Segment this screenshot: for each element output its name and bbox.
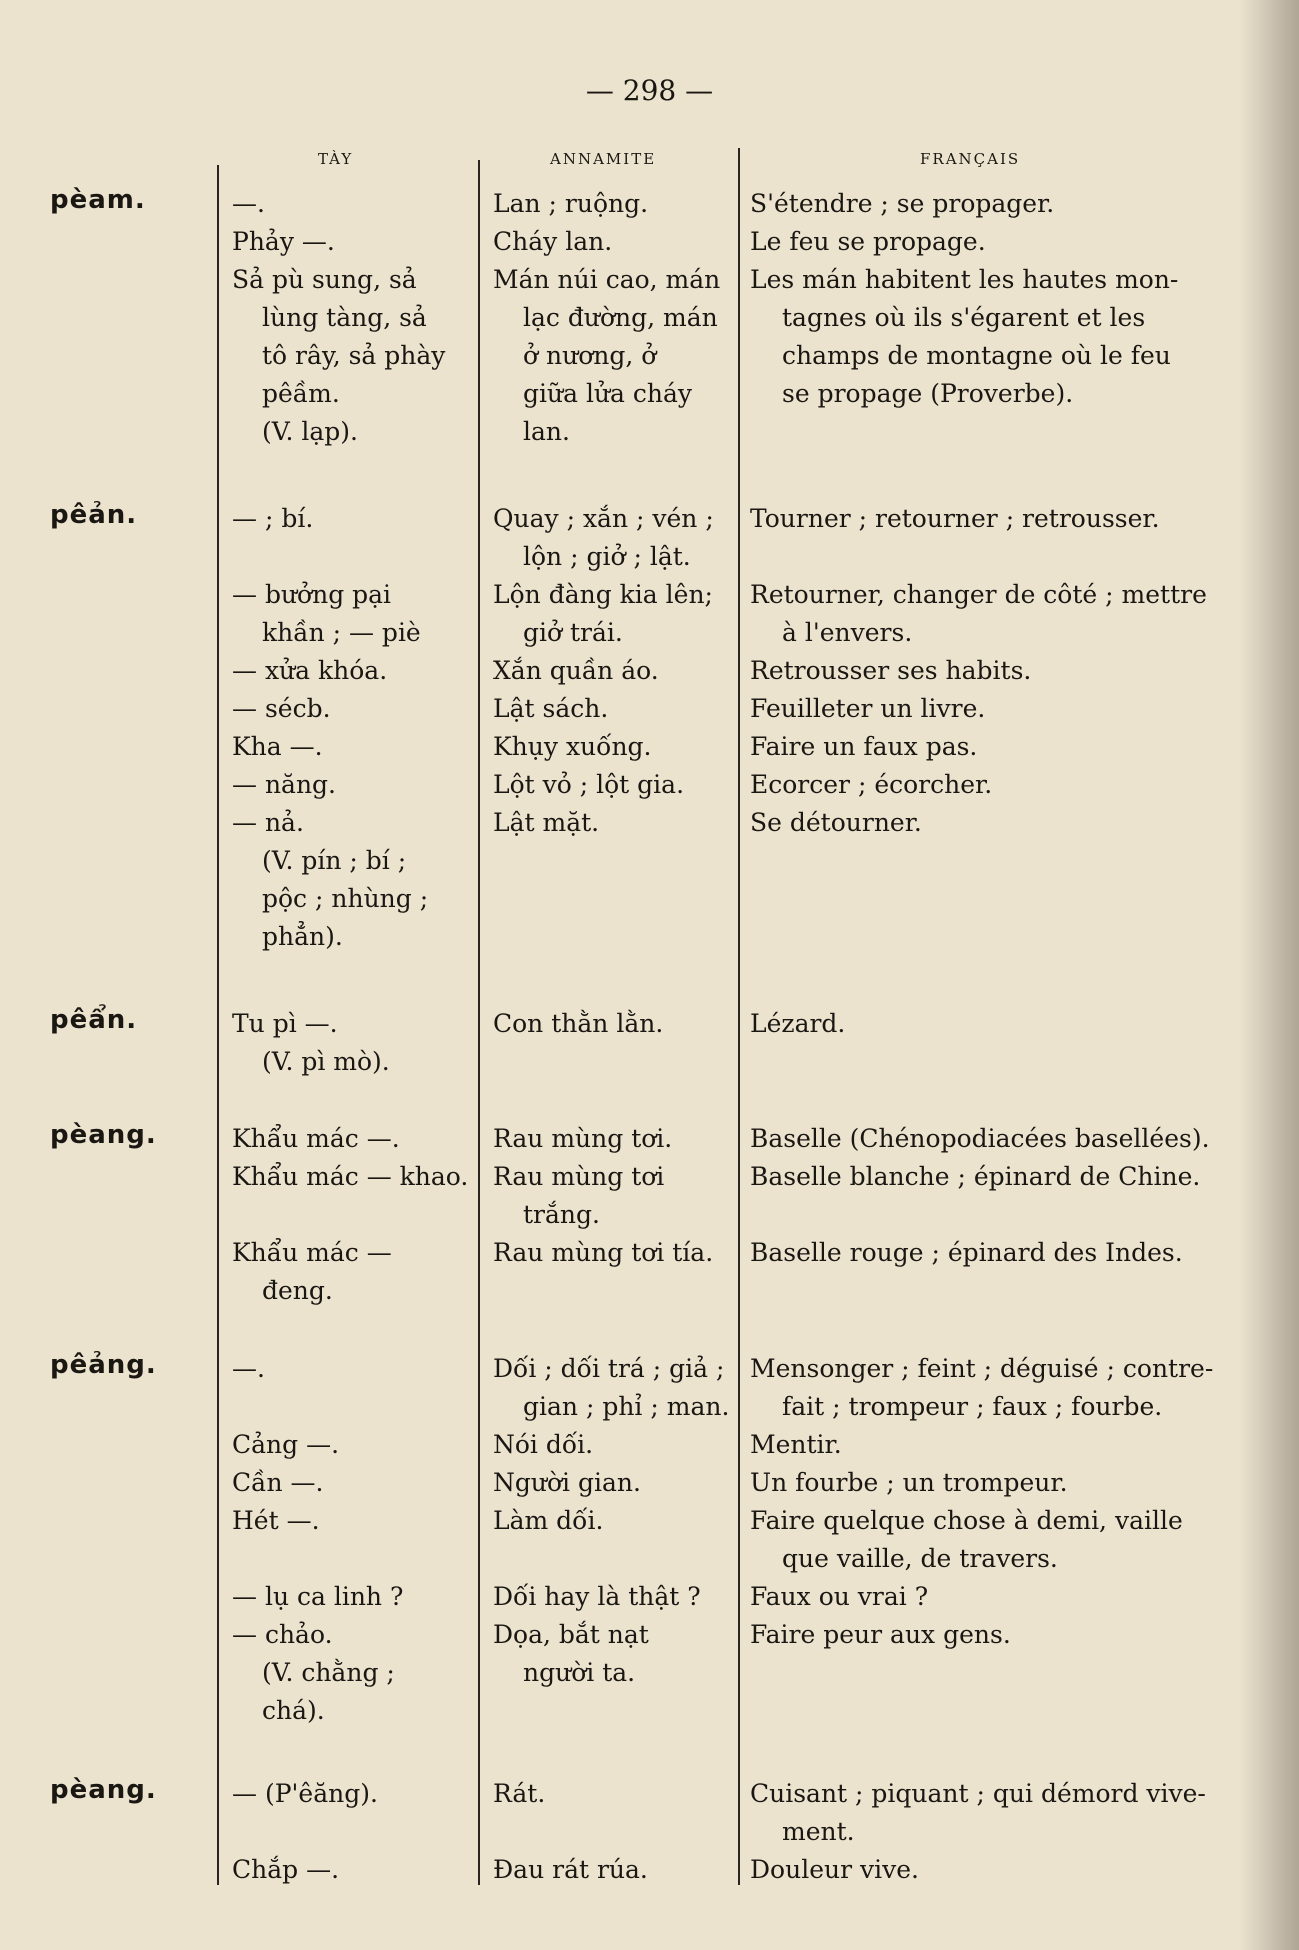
headword: pèang. <box>50 1120 157 1150</box>
column-header-francais: FRANÇAIS <box>920 150 1021 168</box>
column-divider-1 <box>217 165 219 1885</box>
annamite-line: người ta. <box>523 1658 636 1687</box>
annamite-line: Khụy xuống. <box>493 732 652 761</box>
francais-column <box>750 500 1240 842</box>
annamite-line: Lan ; ruộng. <box>493 189 649 218</box>
francais-line: Baselle rouge ; épinard des Indes. <box>750 1238 1183 1267</box>
francais-line: Retrousser ses habits. <box>750 656 1032 685</box>
annamite-column <box>493 1120 738 1272</box>
francais-column <box>750 1350 1240 1654</box>
tay-line: — sécb. <box>232 694 331 723</box>
annamite-line: Nói dối. <box>493 1430 594 1459</box>
francais-line: Tourner ; retourner ; retrousser. <box>750 504 1160 533</box>
column-divider-3 <box>738 148 740 1885</box>
tay-column <box>232 500 482 956</box>
tay-line: (V. pín ; bí ; <box>262 846 407 875</box>
tay-line <box>232 1196 482 1234</box>
tay-line: Khẩu mác —. <box>232 1124 400 1153</box>
annamite-line: lạc đường, mán <box>523 303 718 332</box>
annamite-line: Lật sách. <box>493 694 609 723</box>
tay-line: — bưởng pại <box>232 580 392 609</box>
annamite-line: Dọa, bắt nạt <box>493 1620 649 1649</box>
francais-line: se propage (Proverbe). <box>782 379 1074 408</box>
tay-column <box>232 1005 482 1081</box>
tay-line: (V. lạp). <box>262 417 358 446</box>
headword: pêản. <box>50 500 138 530</box>
francais-line: Mentir. <box>750 1430 842 1459</box>
francais-line: Les mán habitent les hautes mon- <box>750 265 1179 294</box>
francais-line: Feuilleter un livre. <box>750 694 986 723</box>
francais-line: Mensonger ; feint ; déguisé ; contre- <box>750 1354 1214 1383</box>
tay-column <box>232 1120 482 1310</box>
francais-line: Retourner, changer de côté ; mettre <box>750 580 1207 609</box>
tay-line: pêầm. <box>262 379 340 408</box>
annamite-line: Rau mùng tơi <box>493 1162 665 1191</box>
annamite-column <box>493 185 738 451</box>
annamite-line: giở trái. <box>523 618 623 647</box>
tay-line: — xửa khóa. <box>232 656 388 685</box>
francais-line: Douleur vive. <box>750 1855 919 1884</box>
tay-line <box>232 1540 482 1578</box>
tay-line: (V. chằng ; <box>262 1658 395 1687</box>
tay-line: Khẩu mác — <box>232 1238 392 1267</box>
annamite-line <box>493 1813 738 1851</box>
annamite-line: Đau rát rúa. <box>493 1855 648 1884</box>
francais-line: Le feu se propage. <box>750 227 986 256</box>
column-header-annamite: ANNAMITE <box>550 150 657 168</box>
tay-line: Tu pì —. <box>232 1009 338 1038</box>
annamite-line: Rát. <box>493 1779 546 1808</box>
francais-line: fait ; trompeur ; faux ; fourbe. <box>782 1392 1163 1421</box>
tay-line: — năng. <box>232 770 337 799</box>
tay-line: chá). <box>262 1696 325 1725</box>
tay-line: Sả pù sung, sả <box>232 265 417 294</box>
francais-line: Faire peur aux gens. <box>750 1620 1011 1649</box>
annamite-line: Quay ; xắn ; vén ; <box>493 504 714 533</box>
francais-column <box>750 1005 1240 1043</box>
francais-line: Baselle (Chénopodiacées basellées). <box>750 1124 1210 1153</box>
annamite-line: Mán núi cao, mán <box>493 265 721 294</box>
francais-line: Se détourner. <box>750 808 922 837</box>
tay-column <box>232 1350 482 1730</box>
francais-line <box>750 1196 1240 1234</box>
francais-line: champs de montagne où le feu <box>782 341 1171 370</box>
annamite-line: trắng. <box>523 1200 600 1229</box>
tay-line: — chảo. <box>232 1620 333 1649</box>
francais-column <box>750 1775 1240 1889</box>
headword: pêẩn. <box>50 1005 138 1035</box>
annamite-line: lộn ; giở ; lật. <box>523 542 691 571</box>
francais-line: ment. <box>782 1817 855 1846</box>
tay-line: đeng. <box>262 1276 333 1305</box>
headword: pêảng. <box>50 1350 157 1380</box>
tay-line: — lụ ca linh ? <box>232 1582 404 1611</box>
tay-line: —. <box>232 1354 265 1383</box>
tay-line: pộc ; nhùng ; <box>262 884 429 913</box>
francais-line: Un fourbe ; un trompeur. <box>750 1468 1068 1497</box>
annamite-line: Lộn đàng kia lên; <box>493 580 713 609</box>
francais-line: S'étendre ; se propager. <box>750 189 1055 218</box>
annamite-column <box>493 1005 738 1043</box>
francais-line: que vaille, de travers. <box>782 1544 1058 1573</box>
tay-line: phẳn). <box>262 922 343 951</box>
annamite-column <box>493 500 738 842</box>
francais-column <box>750 1120 1240 1272</box>
annamite-line: Làm dối. <box>493 1506 604 1535</box>
francais-line: Faux ou vrai ? <box>750 1582 929 1611</box>
francais-line: Ecorcer ; écorcher. <box>750 770 993 799</box>
annamite-line <box>493 1540 738 1578</box>
tay-line: Cảng —. <box>232 1430 340 1459</box>
annamite-line: Lật mặt. <box>493 808 600 837</box>
francais-line: Cuisant ; piquant ; qui démord vive- <box>750 1779 1206 1808</box>
annamite-line: Dối ; dối trá ; giả ; <box>493 1354 725 1383</box>
annamite-line: Cháy lan. <box>493 227 613 256</box>
tay-line <box>232 1388 482 1426</box>
page-edge-shadow <box>1239 0 1299 1950</box>
annamite-column <box>493 1350 738 1692</box>
annamite-line: giữa lửa cháy <box>523 379 693 408</box>
column-header-tay: TÀY <box>318 150 354 168</box>
tay-column <box>232 1775 482 1889</box>
annamite-line: Rau mùng tơi tía. <box>493 1238 714 1267</box>
francais-line: tagnes où ils s'égarent et les <box>782 303 1146 332</box>
annamite-line: gian ; phỉ ; man. <box>523 1392 730 1421</box>
tay-line: Cần —. <box>232 1468 324 1497</box>
annamite-line: Lột vỏ ; lột gia. <box>493 770 685 799</box>
tay-line: Kha —. <box>232 732 323 761</box>
annamite-line: lan. <box>523 417 570 446</box>
francais-line: Faire quelque chose à demi, vaille <box>750 1506 1183 1535</box>
tay-line: Khẩu mác — khao. <box>232 1162 469 1191</box>
annamite-line: Dối hay là thật ? <box>493 1582 701 1611</box>
tay-line <box>232 1813 482 1851</box>
francais-line: Baselle blanche ; épinard de Chine. <box>750 1162 1201 1191</box>
annamite-line: ở nương, ở <box>523 341 657 370</box>
francais-line: à l'envers. <box>782 618 913 647</box>
tay-line: — nả. <box>232 808 304 837</box>
tay-line <box>232 538 482 576</box>
francais-line: Faire un faux pas. <box>750 732 978 761</box>
tay-line: — ; bí. <box>232 504 314 533</box>
tay-line: Phảy —. <box>232 227 335 256</box>
tay-line: Hét —. <box>232 1506 320 1535</box>
tay-line: —. <box>232 189 265 218</box>
headword: pèang. <box>50 1775 157 1805</box>
tay-line: lùng tàng, sả <box>262 303 427 332</box>
francais-column <box>750 185 1240 413</box>
annamite-line: Người gian. <box>493 1468 641 1497</box>
page-number: — 298 — <box>585 74 714 107</box>
headword: pèam. <box>50 185 146 215</box>
tay-line: — (P'êăng). <box>232 1779 378 1808</box>
annamite-column <box>493 1775 738 1889</box>
tay-line: khần ; — piè <box>262 618 421 647</box>
tay-line: (V. pì mò). <box>262 1047 390 1076</box>
francais-line <box>750 538 1240 576</box>
annamite-line: Xắn quần áo. <box>493 656 659 685</box>
annamite-line: Rau mùng tơi. <box>493 1124 673 1153</box>
francais-line: Lézard. <box>750 1009 846 1038</box>
tay-column <box>232 185 482 451</box>
annamite-line: Con thằn lằn. <box>493 1009 664 1038</box>
tay-line: Chắp —. <box>232 1855 340 1884</box>
tay-line: tô rây, sả phày <box>262 341 446 370</box>
